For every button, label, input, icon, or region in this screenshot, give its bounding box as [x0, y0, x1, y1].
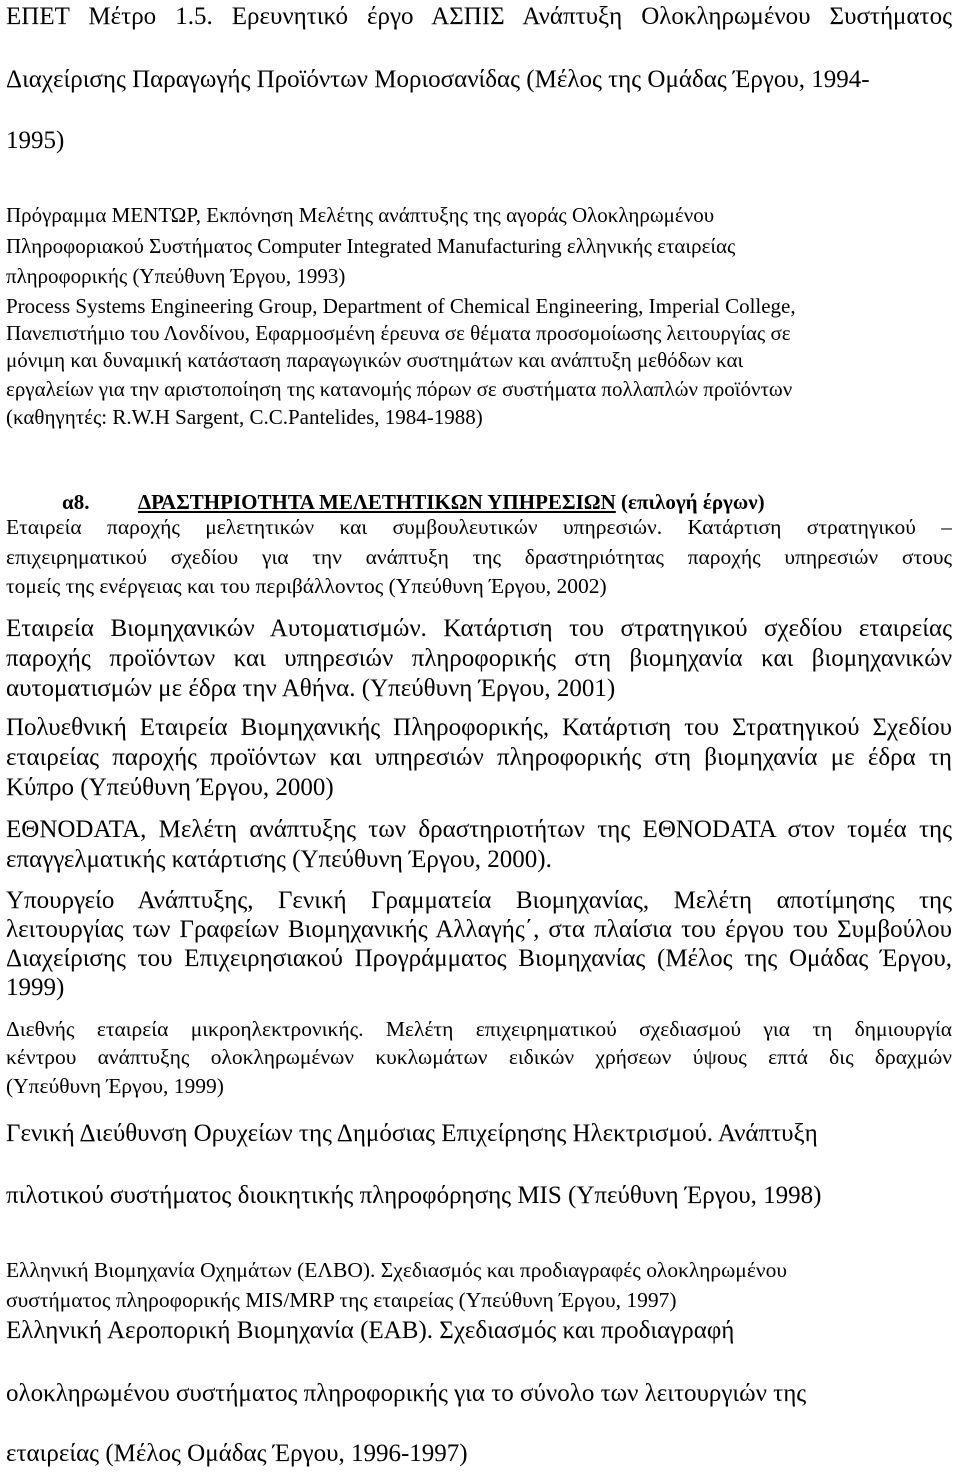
text-line: ολοκληρωμένου συστήματος πληροφορικής για το σύνολο των λειτουργιών της — [6, 1380, 807, 1407]
text-line: ΕΠΕΤ Μέτρο 1.5. Ερευνητικό έργο ΑΣΠΙΣ Ανάπτυξη Ολοκληρωμένου Συστήματος — [6, 3, 952, 30]
text-line: Εταιρεία Βιομηχανικών Αυτοματισμών. Κατάρτιση του στρατηγικού σχεδίου εταιρείας — [6, 615, 952, 642]
text-line: (Υπεύθυνη Έργου, 1999) — [6, 1074, 224, 1098]
section-heading — [62, 490, 952, 514]
text-line: Πληροφοριακού Συστήματος Computer Integrated Manufacturing ελληνικής εταιρείας — [6, 234, 736, 258]
text-line: Πανεπιστήμιο του Λονδίνου, Εφαρμοσμένη έρευνα σε θέματα προσομοίωσης λειτουργίας σε — [6, 321, 791, 345]
text-line: 1995) — [6, 127, 65, 154]
text-line: πιλοτικού συστήματος διοικητικής πληροφόρησης MIS (Υπεύθυνη Έργου, 1998) — [6, 1182, 822, 1209]
text-line: κέντρου ανάπτυξης ολοκληρωμένων κυκλωμάτων ειδικών χρήσεων ύψους επτά δις δραχμών — [6, 1045, 952, 1069]
section-title: ΔΡΑΣΤΗΡΙΟΤΗΤΑ ΜΕΛΕΤΗΤΙΚΩΝ ΥΠΗΡΕΣΙΩΝ — [138, 490, 616, 514]
text-line: (καθηγητές: R.W.H Sargent, C.C.Pantelides, 1984-1988) — [6, 405, 483, 429]
text-line: παροχής προϊόντων και υπηρεσιών πληροφορικής στη βιομηχανία και βιομηχανικών — [6, 645, 952, 672]
text-line: εταιρείας παροχής προϊόντων και υπηρεσιών πληροφορικής στη βιομηχανία με έδρα τη — [6, 744, 952, 771]
text-line: Διαχείρισης του Επιχειρησιακού Προγράμματος Βιομηχανίας (Μέλος της Ομάδας Έργου, — [6, 945, 952, 972]
text-line: τομείς της ενέργειας και του περιβάλλοντος (Υπεύθυνη Έργου, 2002) — [6, 574, 607, 598]
text-line: επαγγελματικής κατάρτισης (Υπεύθυνη Έργου, 2000). — [6, 846, 552, 873]
text-line: επιχειρηματικού σχεδίου για την ανάπτυξη της δραστηριότητας παροχής υπηρεσιών στους — [6, 545, 952, 569]
text-line: ΕΘΝΟDATA, Μελέτη ανάπτυξης των δραστηριοτήτων της ΕΘΝΟDATA στον τομέα της — [6, 816, 952, 843]
text-line: πληροφορικής (Υπεύθυνη Έργου, 1993) — [6, 264, 346, 288]
text-line: Διαχείρισης Παραγωγής Προϊόντων Μοριοσανίδας (Μέλος της Ομάδας Έργου, 1994- — [6, 66, 870, 93]
text-line: Διεθνής εταιρεία μικροηλεκτρονικής. Μελέτη επιχειρηματικού σχεδιασμού για τη δημιουργία — [6, 1017, 952, 1041]
text-line: εργαλείων για την αριστοποίηση της κατανομής πόρων σε συστήματα πολλαπλών προϊόντων — [6, 377, 793, 401]
text-line: Κύπρο (Υπεύθυνη Έργου, 2000) — [6, 774, 334, 801]
text-line: Process Systems Engineering Group, Department of Chemical Engineering, Imperial College, — [6, 294, 796, 318]
text-line: εταιρείας (Μέλος Ομάδας Έργου, 1996-1997) — [6, 1440, 468, 1467]
text-line: συστήματος πληροφορικής MIS/MRP της εταιρείας (Υπεύθυνη Έργου, 1997) — [6, 1288, 677, 1312]
text-line: Πολυεθνική Εταιρεία Βιομηχανικής Πληροφορικής, Κατάρτιση του Στρατηγικού Σχεδίου — [6, 714, 952, 741]
text-line: Γενική Διεύθυνση Ορυχείων της Δημόσιας Επιχείρησης Ηλεκτρισμού. Ανάπτυξη — [6, 1120, 818, 1147]
section-number: α8. — [62, 490, 90, 514]
text-line: Υπουργείο Ανάπτυξης, Γενική Γραμματεία Βιομηχανίας, Μελέτη αποτίμησης της — [6, 887, 952, 914]
text-line: Πρόγραμμα ΜΕΝΤΩΡ, Εκπόνηση Μελέτης ανάπτυξης της αγοράς Ολοκληρωμένου — [6, 203, 715, 227]
text-line: μόνιμη και δυναμική κατάσταση παραγωγικών συστημάτων και ανάπτυξη μεθόδων και — [6, 348, 744, 372]
section-subtitle: (επιλογή έργων) — [621, 490, 765, 514]
text-line: Εταιρεία παροχής μελετητικών και συμβουλευτικών υπηρεσιών. Κατάρτιση στρατηγικού – — [6, 515, 952, 539]
text-line: Ελληνική Βιομηχανία Οχημάτων (ΕΛΒΟ). Σχεδιασμός και προδιαγραφές ολοκληρωμένου — [6, 1258, 787, 1282]
text-line: 1999) — [6, 974, 65, 1001]
text-line: λειτουργίας των Γραφείων Βιομηχανικής Αλλαγής΄, στα πλαίσια του έργου του Συμβούλου — [6, 916, 952, 943]
text-line: αυτοματισμών με έδρα την Αθήνα. (Υπεύθυνη Έργου, 2001) — [6, 675, 616, 702]
text-line: Ελληνική Αεροπορική Βιομηχανία (ΕΑΒ). Σχεδιασμός και προδιαγραφή — [6, 1317, 735, 1344]
